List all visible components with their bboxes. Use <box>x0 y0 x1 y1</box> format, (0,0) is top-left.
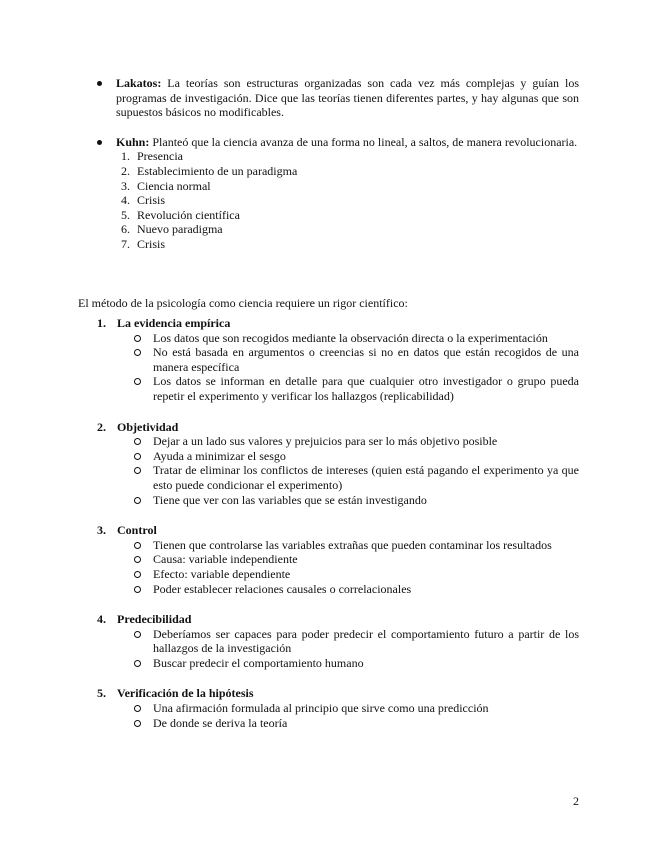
item-label: Nuevo paradigma <box>137 222 223 237</box>
section-number: 4. <box>97 612 106 627</box>
item-label: Crisis <box>137 236 166 251</box>
section-title: Control <box>117 523 157 538</box>
theorists-list <box>97 76 579 252</box>
list-item <box>134 716 579 731</box>
section-evidencia-empirica <box>97 316 579 404</box>
item-label: Ciencia normal <box>137 178 211 193</box>
circle-bullet-icon <box>134 335 141 342</box>
section-objetividad <box>97 420 579 508</box>
circle-bullet-icon <box>134 453 141 460</box>
list-item <box>134 434 579 449</box>
list-item <box>116 164 579 179</box>
list-item <box>134 493 579 508</box>
list-item <box>134 627 579 656</box>
circle-bullet-icon <box>134 556 141 563</box>
item-text: Poder establecer relaciones causales o correlacionales <box>153 581 412 596</box>
bullet-lakatos <box>97 76 579 120</box>
bullet-term: Kuhn: <box>116 134 150 149</box>
section-heading <box>97 420 579 435</box>
section-items <box>97 331 579 404</box>
circle-bullet-icon <box>134 586 141 593</box>
circle-bullet-icon <box>134 571 141 578</box>
list-item <box>116 193 579 208</box>
item-label: Crisis <box>137 193 166 208</box>
item-number: 7. <box>121 236 130 251</box>
list-item <box>116 208 579 223</box>
section-verificacion-hipotesis <box>97 686 579 730</box>
item-number: 4. <box>121 193 130 208</box>
section-title: Predecibilidad <box>117 612 192 627</box>
section-heading <box>97 612 579 627</box>
item-label: Presencia <box>137 149 183 164</box>
item-text: Los datos se informan en detalle para que cualquier otro investigador o grupo pueda repetir el experimento y verificar los hallazgos (replicabilidad) <box>153 374 579 403</box>
item-text: Buscar predecir el comportamiento humano <box>153 655 364 670</box>
item-text: Tienen que controlarse las variables extrañas que pueden contaminar los resultados <box>153 537 552 552</box>
list-item <box>134 701 579 716</box>
list-item <box>134 463 579 492</box>
item-text: No está basada en argumentos o creencias si no en datos que están recogidos de una manera específica <box>153 345 579 374</box>
item-number: 3. <box>121 178 130 193</box>
section-predecibilidad <box>97 612 579 670</box>
item-text: Dejar a un lado sus valores y prejuicios para ser lo más objetivo posible <box>153 434 498 449</box>
bullet-term: Lakatos: <box>116 76 162 90</box>
circle-bullet-icon <box>134 542 141 549</box>
circle-bullet-icon <box>134 660 141 667</box>
item-label: Establecimiento de un paradigma <box>137 163 298 178</box>
list-item <box>134 331 579 346</box>
circle-bullet-icon <box>134 438 141 445</box>
list-item <box>134 552 579 567</box>
bullet-dot-icon <box>97 140 102 145</box>
section-title: Objetividad <box>117 419 179 434</box>
section-number: 2. <box>97 419 106 434</box>
item-text: Ayuda a minimizar el sesgo <box>153 448 286 463</box>
circle-bullet-icon <box>134 467 141 474</box>
list-item <box>116 179 579 194</box>
bullet-kuhn <box>97 135 579 252</box>
page-number: 2 <box>573 794 579 808</box>
bullet-dot-icon <box>97 81 102 86</box>
section-heading <box>97 686 579 701</box>
list-item <box>134 582 579 597</box>
section-heading <box>97 523 579 538</box>
method-intro: El método de la psicología como ciencia requiere un rigor científico: <box>78 296 408 310</box>
section-items <box>97 701 579 730</box>
list-item <box>116 222 579 237</box>
item-text: Causa: variable independiente <box>153 552 298 567</box>
item-number: 6. <box>121 222 130 237</box>
item-number: 5. <box>121 207 130 222</box>
item-number: 1. <box>121 149 130 164</box>
section-number: 1. <box>97 316 106 330</box>
item-text: Tiene que ver con las variables que se están investigando <box>153 492 427 507</box>
section-number: 5. <box>97 686 106 701</box>
item-label: Revolución científica <box>137 207 240 222</box>
item-text: De donde se deriva la teoría <box>153 715 288 730</box>
section-items <box>97 434 579 507</box>
list-item <box>134 449 579 464</box>
section-title: Verificación de la hipótesis <box>117 686 254 701</box>
item-text: Una afirmación formulada al principio que sirve como una predicción <box>153 701 489 716</box>
item-text: Efecto: variable dependiente <box>153 566 291 581</box>
item-number: 2. <box>121 163 130 178</box>
circle-bullet-icon <box>134 497 141 504</box>
list-item <box>116 237 579 252</box>
item-text: Deberíamos ser capaces para poder predecir el comportamiento futuro a partir de los hallazgos de la investigación <box>153 626 579 656</box>
circle-bullet-icon <box>134 705 141 712</box>
item-text: Los datos que son recogidos mediante la observación directa o la experimentación <box>153 330 548 345</box>
list-item <box>134 538 579 553</box>
bullet-text: La teorías son estructuras organizadas son cada vez más complejas y guían los programas de investigación. Dice que las teorías tienen diferentes partes, y hay algunas que son supuestos básicos no modificables. <box>116 76 579 120</box>
circle-bullet-icon <box>134 378 141 385</box>
bullet-text: Planteó que la ciencia avanza de una forma no lineal, a saltos, de manera revolucionaria. <box>149 134 578 149</box>
section-items <box>97 538 579 596</box>
section-control <box>97 523 579 596</box>
circle-bullet-icon <box>134 349 141 356</box>
list-item <box>134 345 579 374</box>
section-items <box>97 627 579 671</box>
list-item <box>116 149 579 164</box>
list-item <box>134 374 579 403</box>
circle-bullet-icon <box>134 631 141 638</box>
circle-bullet-icon <box>134 720 141 727</box>
list-item <box>134 656 579 671</box>
list-item <box>134 567 579 582</box>
kuhn-stages-list <box>116 149 579 251</box>
section-title: La evidencia empírica <box>117 316 231 330</box>
section-number: 3. <box>97 523 106 538</box>
section-heading <box>97 316 579 331</box>
method-sections <box>97 316 579 730</box>
item-text: Tratar de eliminar los conflictos de intereses (quien está pagando el experimento ya que esto puede condicionar el experimento) <box>153 463 579 492</box>
